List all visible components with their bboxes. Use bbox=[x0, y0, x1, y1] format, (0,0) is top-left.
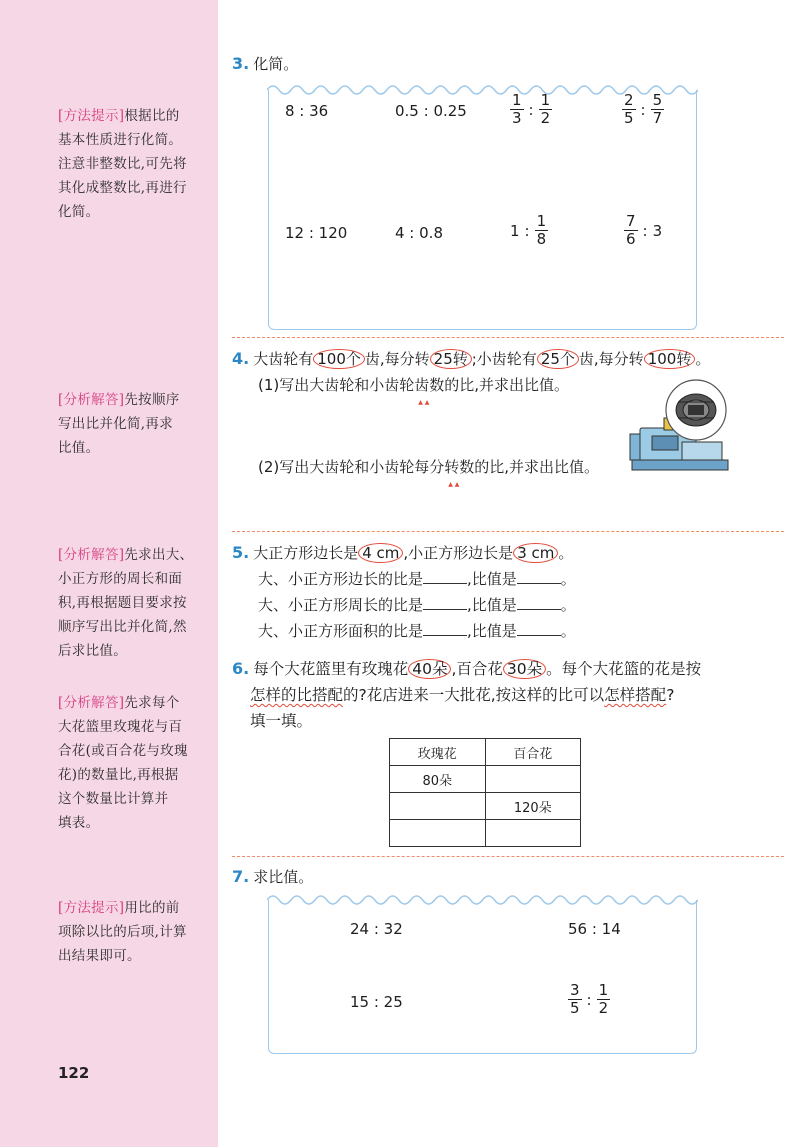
ratio-item: 8 : 36 bbox=[285, 102, 329, 120]
stem-text: 。 bbox=[558, 544, 574, 562]
numerator: 7 bbox=[626, 212, 636, 230]
table-cell-answer[interactable] bbox=[485, 766, 581, 793]
denominator: 2 bbox=[598, 999, 609, 1017]
denominator: 3 bbox=[512, 109, 522, 127]
answer-blank[interactable] bbox=[423, 568, 467, 584]
tip-text: 其化成整数比,再进行 bbox=[58, 180, 187, 196]
tip-text: 积,再根据题目要求按 bbox=[58, 595, 187, 611]
table-header-roses: 玫瑰花 bbox=[390, 739, 486, 766]
tip-text: 花)的数量比,再根据 bbox=[58, 767, 179, 783]
answer-blank[interactable] bbox=[517, 568, 561, 584]
question-4-part-2 bbox=[258, 456, 599, 478]
circled-value: 100个 bbox=[313, 349, 365, 369]
ratio-item: 0.5 : 0.25 bbox=[395, 102, 467, 120]
section-separator bbox=[232, 337, 784, 338]
circled-value: 100转 bbox=[644, 349, 696, 369]
table-cell-answer[interactable] bbox=[485, 820, 581, 847]
numerator: 5 bbox=[652, 91, 663, 109]
tip-method-hint-simplify bbox=[58, 104, 208, 224]
fill-text: 。 bbox=[560, 622, 576, 640]
table-row bbox=[390, 766, 581, 793]
answer-blank[interactable] bbox=[423, 594, 467, 610]
circled-value: 40朵 bbox=[408, 659, 451, 679]
tip-title: [分析解答] bbox=[58, 695, 125, 711]
tip-text: 先按顺序 bbox=[124, 392, 180, 408]
ratio-colon: : bbox=[524, 221, 530, 240]
denominator: 7 bbox=[652, 109, 663, 127]
flower-ratio-table bbox=[389, 738, 581, 847]
emphasized-word: 转数 ▲ ▲ bbox=[444, 458, 474, 476]
underlined-phrase: 怎样搭配 bbox=[604, 686, 667, 704]
tip-text: 比值。 bbox=[58, 440, 100, 456]
table-cell: 80朵 bbox=[390, 766, 486, 793]
emphasized-word: 齿数 ▲ ▲ bbox=[414, 376, 444, 394]
denominator: 5 bbox=[570, 999, 580, 1017]
question-7-heading bbox=[232, 866, 313, 888]
fill-text: 大、小正方形边长的比是 bbox=[258, 570, 424, 588]
ratio-colon: : bbox=[528, 100, 534, 119]
table-cell: 120朵 bbox=[485, 793, 581, 820]
tip-text: 大花篮里玫瑰花与百 bbox=[58, 719, 183, 735]
ratio-item: 15 : 25 bbox=[350, 993, 403, 1011]
stem-text: 每个大花篮里有玫瑰花 bbox=[253, 660, 409, 678]
denominator: 2 bbox=[540, 109, 551, 127]
fill-text: 大、小正方形周长的比是 bbox=[258, 596, 424, 614]
stem-text: ;小齿轮有 bbox=[471, 350, 537, 368]
tip-text: 写出比并化简,再求 bbox=[58, 416, 173, 432]
gear-machine-illustration bbox=[626, 378, 734, 480]
ratio-colon: : bbox=[640, 100, 646, 119]
fill-text: ,比值是 bbox=[467, 596, 517, 614]
answer-blank[interactable] bbox=[423, 620, 467, 636]
tip-text: 用比的前 bbox=[124, 900, 180, 916]
table-row bbox=[390, 793, 581, 820]
stem-text: 齿,每分转 bbox=[364, 350, 430, 368]
question-title: 求比值。 bbox=[253, 868, 314, 886]
question-number: 5. bbox=[232, 543, 250, 562]
numerator: 1 bbox=[536, 212, 547, 230]
tip-text: 基本性质进行化简。 bbox=[58, 132, 183, 148]
tip-text: 这个数量比计算并 bbox=[58, 791, 169, 807]
ratio-item-fractions bbox=[622, 93, 664, 126]
tip-text: 出结果即可。 bbox=[58, 948, 141, 964]
question-5-line-area bbox=[258, 620, 576, 642]
question-3-heading bbox=[232, 53, 298, 75]
stem-text: 。 bbox=[695, 350, 711, 368]
tip-title: [方法提示] bbox=[58, 900, 125, 916]
question-5-stem bbox=[232, 542, 573, 564]
notepad-box-ratio-value bbox=[268, 900, 697, 1054]
numerator: 1 bbox=[512, 91, 522, 109]
ratio-item-fractions bbox=[510, 93, 552, 126]
stem-text: 大正方形边长是 bbox=[253, 544, 359, 562]
stem-text: 齿,每分转 bbox=[578, 350, 644, 368]
ratio-item: 12 : 120 bbox=[285, 224, 348, 242]
question-6-stem-line-2 bbox=[250, 684, 674, 706]
tip-analysis-squares bbox=[58, 543, 208, 663]
tip-analysis-flowers bbox=[58, 691, 208, 835]
tip-text: 注意非整数比,可先将 bbox=[58, 156, 187, 172]
question-5-line-perimeter bbox=[258, 594, 576, 616]
tip-method-hint-ratio-value bbox=[58, 896, 208, 968]
tip-title: [分析解答] bbox=[58, 392, 125, 408]
numerator: 2 bbox=[624, 91, 634, 109]
sidebar bbox=[0, 0, 218, 1147]
denominator: 8 bbox=[536, 230, 547, 248]
tip-text: 合花(或百合花与玫瑰 bbox=[58, 743, 188, 759]
sub-question-text: 的比,并求出比值。 bbox=[474, 458, 600, 476]
ratio-item: 4 : 0.8 bbox=[395, 224, 443, 242]
circled-value: 25转 bbox=[430, 349, 472, 369]
numerator: 1 bbox=[598, 981, 609, 999]
ratio-item-fractions bbox=[624, 214, 662, 247]
tip-text: 小正方形的周长和面 bbox=[58, 571, 183, 587]
ratio-item-fractions bbox=[568, 983, 610, 1016]
fill-text: ,比值是 bbox=[467, 622, 517, 640]
ratio-term: 1 bbox=[510, 221, 520, 240]
fill-text: 。 bbox=[560, 596, 576, 614]
question-5-line-side bbox=[258, 568, 576, 590]
ratio-colon: : bbox=[642, 221, 648, 240]
numerator: 1 bbox=[540, 91, 551, 109]
tip-text: 先求出大、 bbox=[124, 547, 194, 563]
stem-text: ,小正方形边长是 bbox=[403, 544, 514, 562]
stem-text: 。每个大花篮的花是按 bbox=[546, 660, 702, 678]
tip-title: [分析解答] bbox=[58, 547, 125, 563]
fill-text: 。 bbox=[560, 570, 576, 588]
tip-text: 先求每个 bbox=[124, 695, 180, 711]
numerator: 3 bbox=[570, 981, 580, 999]
underlined-phrase: 怎样的比搭配 bbox=[250, 686, 344, 704]
tip-text: 填表。 bbox=[58, 815, 100, 831]
question-4-part-1 bbox=[258, 374, 569, 396]
ratio-item: 24 : 32 bbox=[350, 920, 403, 938]
tip-analysis-gears bbox=[58, 388, 208, 460]
question-number: 7. bbox=[232, 867, 250, 886]
circled-value: 3 cm bbox=[513, 543, 558, 563]
question-title: 化简。 bbox=[253, 55, 299, 73]
sub-question-text: (1)写出大齿轮和小齿轮 bbox=[258, 376, 415, 394]
tip-title: [方法提示] bbox=[58, 108, 125, 124]
circled-value: 4 cm bbox=[358, 543, 403, 563]
question-number: 4. bbox=[232, 349, 250, 368]
notepad-curl-decoration bbox=[267, 892, 698, 906]
sub-question-text: 的比,并求出比值。 bbox=[444, 376, 570, 394]
table-cell-answer[interactable] bbox=[390, 793, 486, 820]
question-number: 6. bbox=[232, 659, 250, 678]
page-number: 122 bbox=[58, 1064, 90, 1082]
answer-blank[interactable] bbox=[517, 594, 561, 610]
ratio-item-fractions bbox=[510, 214, 548, 247]
ratio-item: 56 : 14 bbox=[568, 920, 621, 938]
circled-value: 25个 bbox=[537, 349, 579, 369]
stem-text: ? bbox=[666, 686, 675, 704]
table-header-lilies: 百合花 bbox=[485, 739, 581, 766]
ratio-term: 3 bbox=[652, 221, 663, 240]
circled-value: 30朵 bbox=[503, 659, 546, 679]
tip-text: 根据比的 bbox=[124, 108, 180, 124]
question-6-stem-line-1 bbox=[232, 658, 701, 680]
question-4-stem bbox=[232, 348, 710, 370]
table-header-row bbox=[390, 739, 581, 766]
ratio-colon: : bbox=[586, 990, 592, 1009]
stem-text: 的?花店进来一大批花,按这样的比可以 bbox=[343, 686, 605, 704]
tip-text: 后求比值。 bbox=[58, 643, 127, 659]
tip-text: 项除以比的后项,计算 bbox=[58, 924, 187, 940]
question-number: 3. bbox=[232, 54, 250, 73]
denominator: 6 bbox=[626, 230, 636, 248]
tip-text: 化简。 bbox=[58, 204, 100, 220]
sub-question-text: (2)写出大齿轮和小齿轮每分 bbox=[258, 458, 445, 476]
fill-text: 大、小正方形面积的比是 bbox=[258, 622, 424, 640]
answer-blank[interactable] bbox=[517, 620, 561, 636]
table-cell-answer[interactable] bbox=[390, 820, 486, 847]
section-separator bbox=[232, 531, 784, 532]
question-6-stem-line-3: 填一填。 bbox=[250, 712, 313, 730]
denominator: 5 bbox=[624, 109, 634, 127]
section-separator bbox=[232, 856, 784, 857]
table-row bbox=[390, 820, 581, 847]
tip-text: 顺序写出比并化简,然 bbox=[58, 619, 187, 635]
fill-text: ,比值是 bbox=[467, 570, 517, 588]
stem-text: ,百合花 bbox=[451, 660, 503, 678]
stem-text: 大齿轮有 bbox=[253, 350, 314, 368]
